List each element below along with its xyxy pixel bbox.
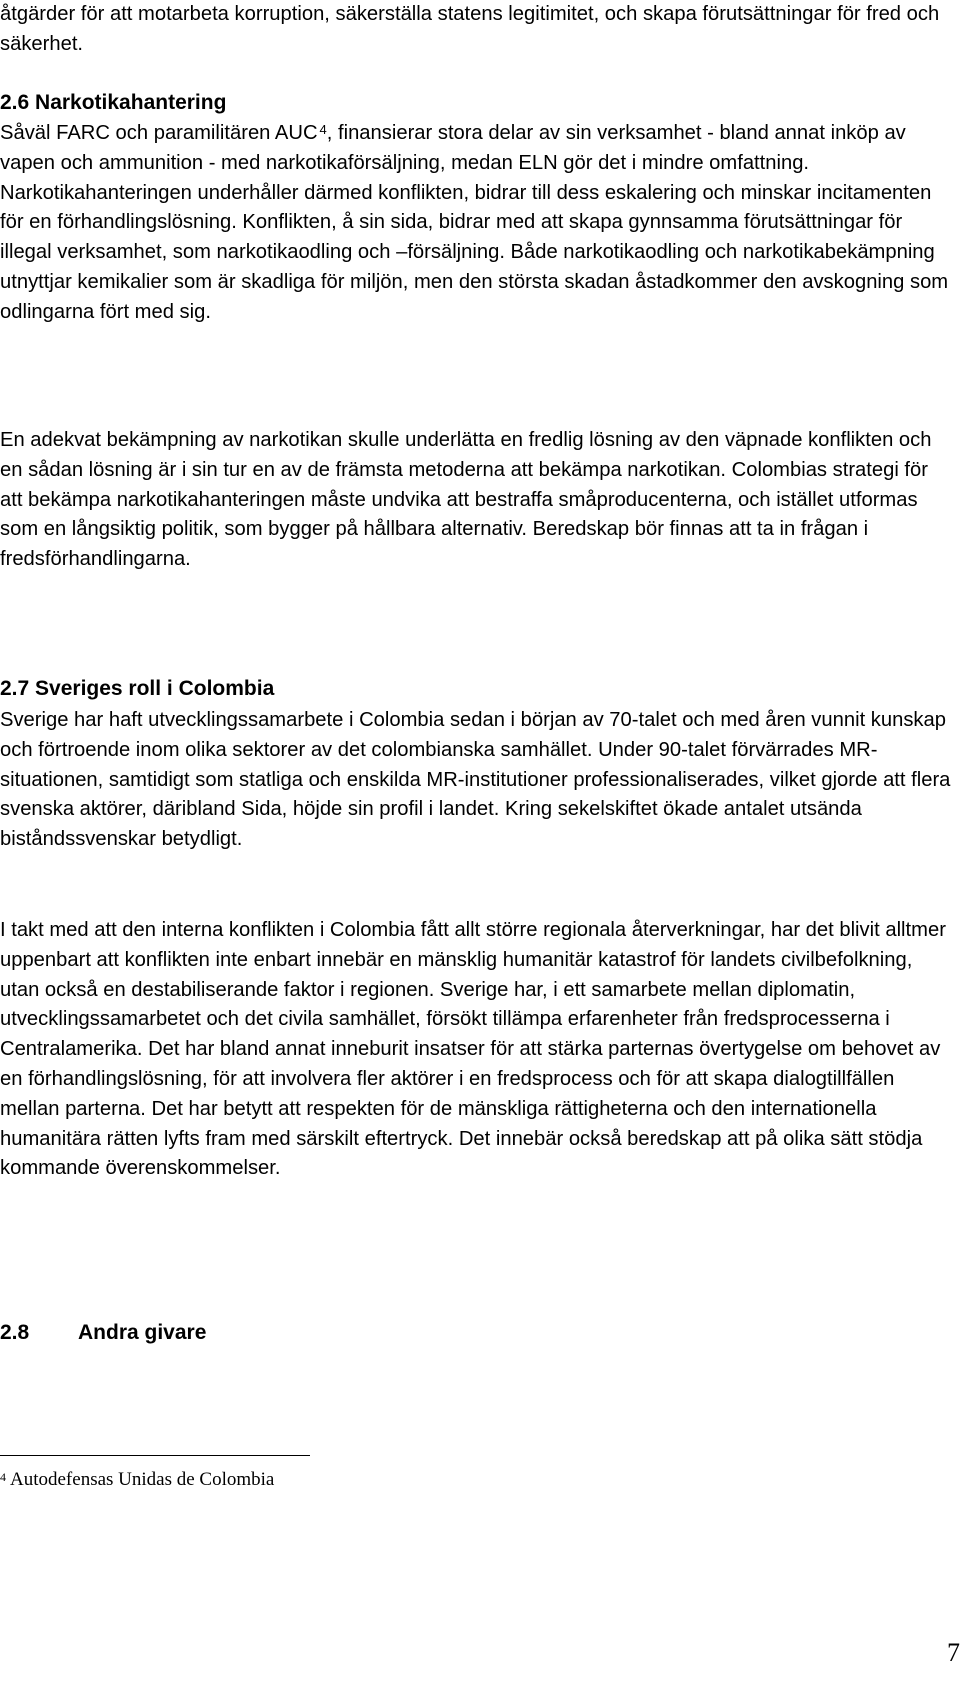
section-2-7-paragraph-2: I takt med att den interna konflikten i Colombia fått allt större regionala återverkningar, har det blivit alltmer uppenbart att konflikten inte enbart innebär en mänsklig humanitär katastrof för landets civilbefolkning, utan också en destabiliserande faktor i regionen. Sverige har, i ett samarbete mellan diplomatin, utvecklingssamarbetet och det civila samhället, försökt tillämpa erfarenheter från fredsprocesserna i Centralamerika. Det har bland annat inneburit insatser för att stärka parternas övertygelse om behovet av en förhandlingslösning, för att involvera fler aktörer i en fredsprocess och för att skapa dialogtillfällen mellan parterna. Det har betytt att respekten för de mänskliga rättigheterna och den internationella humanitära rätten lyfts fram med särskilt eftertryck. Det innebär också beredskap att på olika sätt stödja kommande överenskommelser. [0,919,946,1180]
footnote-reference: 4 [319,122,327,137]
page-number: 7 [947,1638,960,1667]
section-2-6-paragraph-2: En adekvat bekämpning av narkotikan skulle underlätta en fredlig lösning av den väpnade konflikten och en sådan lösning är i sin tur en av de främsta metoderna att bekämpa narkotikan. Colombias strategi för att bekämpa narkotikahanteringen måste undvika att bestraffa småproducenterna, och istället utformas som en långsiktig politik, som bygger på hållbara alternativ. Beredskap bör finnas att ta in frågan i fredsförhandlingarna. [0,429,932,571]
footnote-marker: 4 [0,1470,6,1484]
section-2-6-paragraph-1 [0,119,955,328]
section-2-6-heading: 2.6 Narkotikahantering [0,91,227,114]
paragraph-text-start: Såväl FARC och paramilitären AUC [0,122,318,144]
footnote-divider [0,1455,310,1456]
footnote [0,1468,274,1492]
intro-paragraph: åtgärder för att motarbeta korruption, säkerställa statens legitimitet, och skapa förutsättningar för fred och säkerhet. [0,3,940,55]
section-2-8-heading [0,1318,206,1348]
paragraph-text-end: , finansierar stora delar av sin verksamhet - bland annat inköp av vapen och ammunition - med narkotikaförsäljning, medan ELN gör det i mindre omfattning. Narkotikahanteringen underhåller därmed konflikten, bidrar till dess eskalering och minskar incitamenten för en förhandlingslösning. Konflikten, å sin sida, bidrar med att skapa gynnsamma förutsättningar för illegal verksamhet, som narkotikaodling och –försäljning. Både narkotikaodling och narkotikabekämpning utnyttjar kemikalier som är skadliga för miljön, men den största skadan åstadkommer den avskogning som odlingarna fört med sig. [0,122,949,323]
section-2-7-heading: 2.7 Sveriges roll i Colombia [0,677,275,700]
footnote-text: Autodefensas Unidas de Colombia [10,1469,275,1490]
section-2-7-paragraph-1: Sverige har haft utvecklingssamarbete i Colombia sedan i början av 70-talet och med åren vunnit kunskap och förtroende inom olika sektorer av det colombianska samhället. Under 90-talet förvärrades MR-situationen, samtidigt som statliga och enskilda MR-institutioner professionaliserades, vilket gjorde att flera svenska aktörer, däribland Sida, höjde sin profil i landet. Kring sekelskiftet ökade antalet utsända biståndssvenskar betydligt. [0,709,951,851]
section-2-8-number: 2.8 [0,1321,30,1344]
section-2-8-title: Andra givare [78,1321,207,1344]
